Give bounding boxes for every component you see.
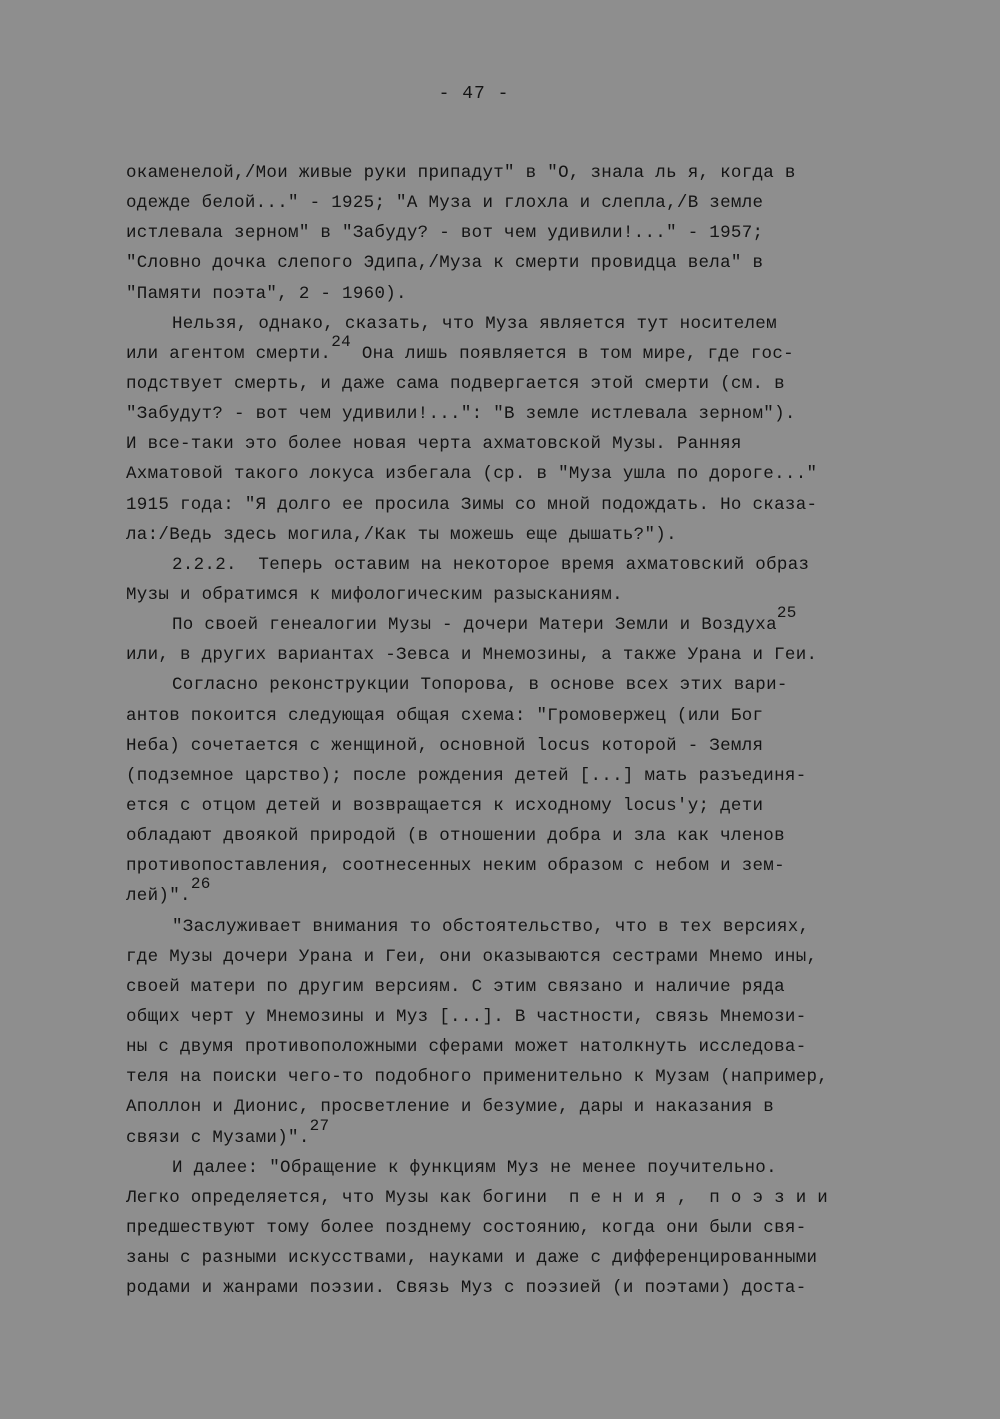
text-line-content: Музы и обратимся к мифологическим разысканиям.	[126, 584, 623, 605]
text-line	[126, 1032, 926, 1062]
text-line-content: ла:/Ведь здесь могила,/Как ты можешь еще дышать?").	[126, 524, 677, 545]
text-line	[126, 791, 926, 821]
text-line	[126, 972, 926, 1002]
text-line-content: ется с отцом детей и возвращается к исходному locus'у; дети	[126, 795, 764, 816]
text-line-content: лей)".	[126, 886, 191, 907]
text-line-content: "Памяти поэта", 2 - 1960).	[126, 283, 407, 304]
text-line	[126, 188, 926, 218]
text-line-content: предшествуют тому более позднему состоянию, когда они были свя-	[126, 1217, 807, 1238]
text-line	[126, 332, 926, 369]
text-line	[126, 1092, 926, 1122]
text-line-content: общих черт у Мнемозины и Муз [...]. В частности, связь Мнемози-	[126, 1006, 807, 1027]
text-line	[126, 761, 926, 791]
text-line-content: связи с Музами)".	[126, 1127, 310, 1148]
text-line	[126, 429, 926, 459]
text-line	[126, 821, 926, 851]
text-line-content: обладают двоякой природой (в отношении добра и зла как членов	[126, 826, 785, 847]
text-line-content: или, в других вариантах -Зевса и Мнемозины, а также Урана и Геи.	[126, 645, 818, 666]
text-line-content: окаменелой,/Мои живые руки припадут" в "О, знала ль я, когда в	[126, 163, 796, 183]
footnote-marker: 27	[309, 1116, 330, 1135]
text-line-continuation: Она лишь появляется в том мире, где гос-	[351, 343, 794, 364]
text-line-content: или агентом смерти.	[126, 343, 332, 364]
text-line	[126, 279, 926, 309]
body-text	[126, 158, 926, 1303]
text-line	[126, 399, 926, 429]
text-line	[126, 459, 926, 489]
text-line	[126, 1062, 926, 1092]
footnote-marker: 25	[776, 604, 797, 623]
page-number: - 47 -	[438, 84, 510, 104]
text-line	[126, 1213, 926, 1243]
text-line	[126, 550, 926, 580]
text-line	[126, 490, 926, 520]
text-line	[126, 520, 926, 550]
text-line-content: Согласно реконструкции Топорова, в основе всех этих вари-	[172, 675, 788, 696]
text-line-content: Неба) сочетается с женщиной, основной locus которой - Земля	[126, 735, 764, 756]
text-line	[126, 851, 926, 881]
text-line	[126, 1243, 926, 1273]
text-line	[126, 670, 926, 700]
text-line-content: ны с двумя противоположными сферами может натолкнуть исследова-	[126, 1037, 807, 1058]
text-line	[126, 1002, 926, 1032]
footnote-marker: 24	[331, 332, 352, 351]
text-line-content: Ахматовой такого локуса избегала (ср. в "Муза ушла по дороге..."	[126, 464, 818, 485]
text-line	[126, 1273, 926, 1303]
text-line	[126, 369, 926, 399]
text-line	[126, 248, 926, 278]
text-line-content: 1915 года: "Я долго ее просила Зимы со мной подождать. Но сказа-	[126, 494, 818, 515]
text-line	[126, 640, 926, 670]
text-line-content: "Словно дочка слепого Эдипа,/Муза к смерти провидца вела" в	[126, 253, 764, 274]
text-line	[126, 580, 926, 610]
text-line-content: "Забудут? - вот чем удивили!...": "В земле истлевала зерном").	[126, 404, 796, 425]
text-line-content: И все-таки это более новая черта ахматовской Музы. Ранняя	[126, 434, 742, 455]
text-line	[126, 309, 926, 339]
text-line-content: 2.2.2. Теперь оставим на некоторое время ахматовский образ	[172, 554, 810, 575]
text-line-content: подствует смерть, и даже сама подвергается этой смерти (см. в	[126, 373, 785, 394]
text-line-content: Аполлон и Дионис, просветление и безумие, дары и наказания в	[126, 1097, 775, 1118]
text-line-content: По своей генеалогии Музы - дочери Матери Земли и Воздуха	[172, 615, 777, 636]
text-line	[126, 1183, 926, 1213]
text-line	[126, 1153, 926, 1183]
text-line-content: заны с разными искусствами, науками и даже с дифференцированными	[126, 1248, 818, 1269]
text-line	[126, 912, 926, 942]
text-line	[126, 158, 926, 188]
text-line-content: где Музы дочери Урана и Геи, они оказываются сестрами Мнемо ины,	[126, 946, 818, 967]
text-line-content: Нельзя, однако, сказать, что Муза является тут носителем	[172, 313, 777, 334]
text-line	[126, 701, 926, 731]
text-line	[126, 218, 926, 248]
text-line-content: одежде белой..." - 1925; "А Муза и глохла и слепла,/В земле	[126, 193, 764, 214]
text-line-content: теля на поиски чего-то подобного применительно к Музам (например,	[126, 1067, 829, 1088]
text-line-content: антов покоится следующая общая схема: "Громовержец (или Бог	[126, 705, 764, 726]
footnote-marker: 26	[190, 875, 211, 894]
text-line-content: И далее: "Обращение к функциям Муз не менее поучительно.	[172, 1157, 777, 1178]
text-line	[126, 942, 926, 972]
text-line-content: своей матери по другим версиям. С этим связано и наличие ряда	[126, 976, 785, 997]
text-line	[126, 875, 926, 911]
text-line	[126, 1116, 926, 1153]
text-line-content: истлевала зерном" в "Забуду? - вот чем удивили!..." - 1957;	[126, 223, 764, 244]
text-line-content: противопоставления, соотнесенных неким образом с небом и зем-	[126, 856, 785, 877]
text-line-content: родами и жанрами поэзии. Связь Муз с поэзией (и поэтами) доста-	[126, 1278, 807, 1299]
text-line-content: Легко определяется, что Музы как богини п е н и я , п о э з и и	[126, 1187, 829, 1208]
text-line	[126, 604, 926, 640]
text-line-content: "Заслуживает внимания то обстоятельство, что в тех версиях,	[172, 916, 810, 937]
text-line-content: (подземное царство); после рождения детей [...] мать разъединя-	[126, 765, 807, 786]
text-line	[126, 731, 926, 761]
